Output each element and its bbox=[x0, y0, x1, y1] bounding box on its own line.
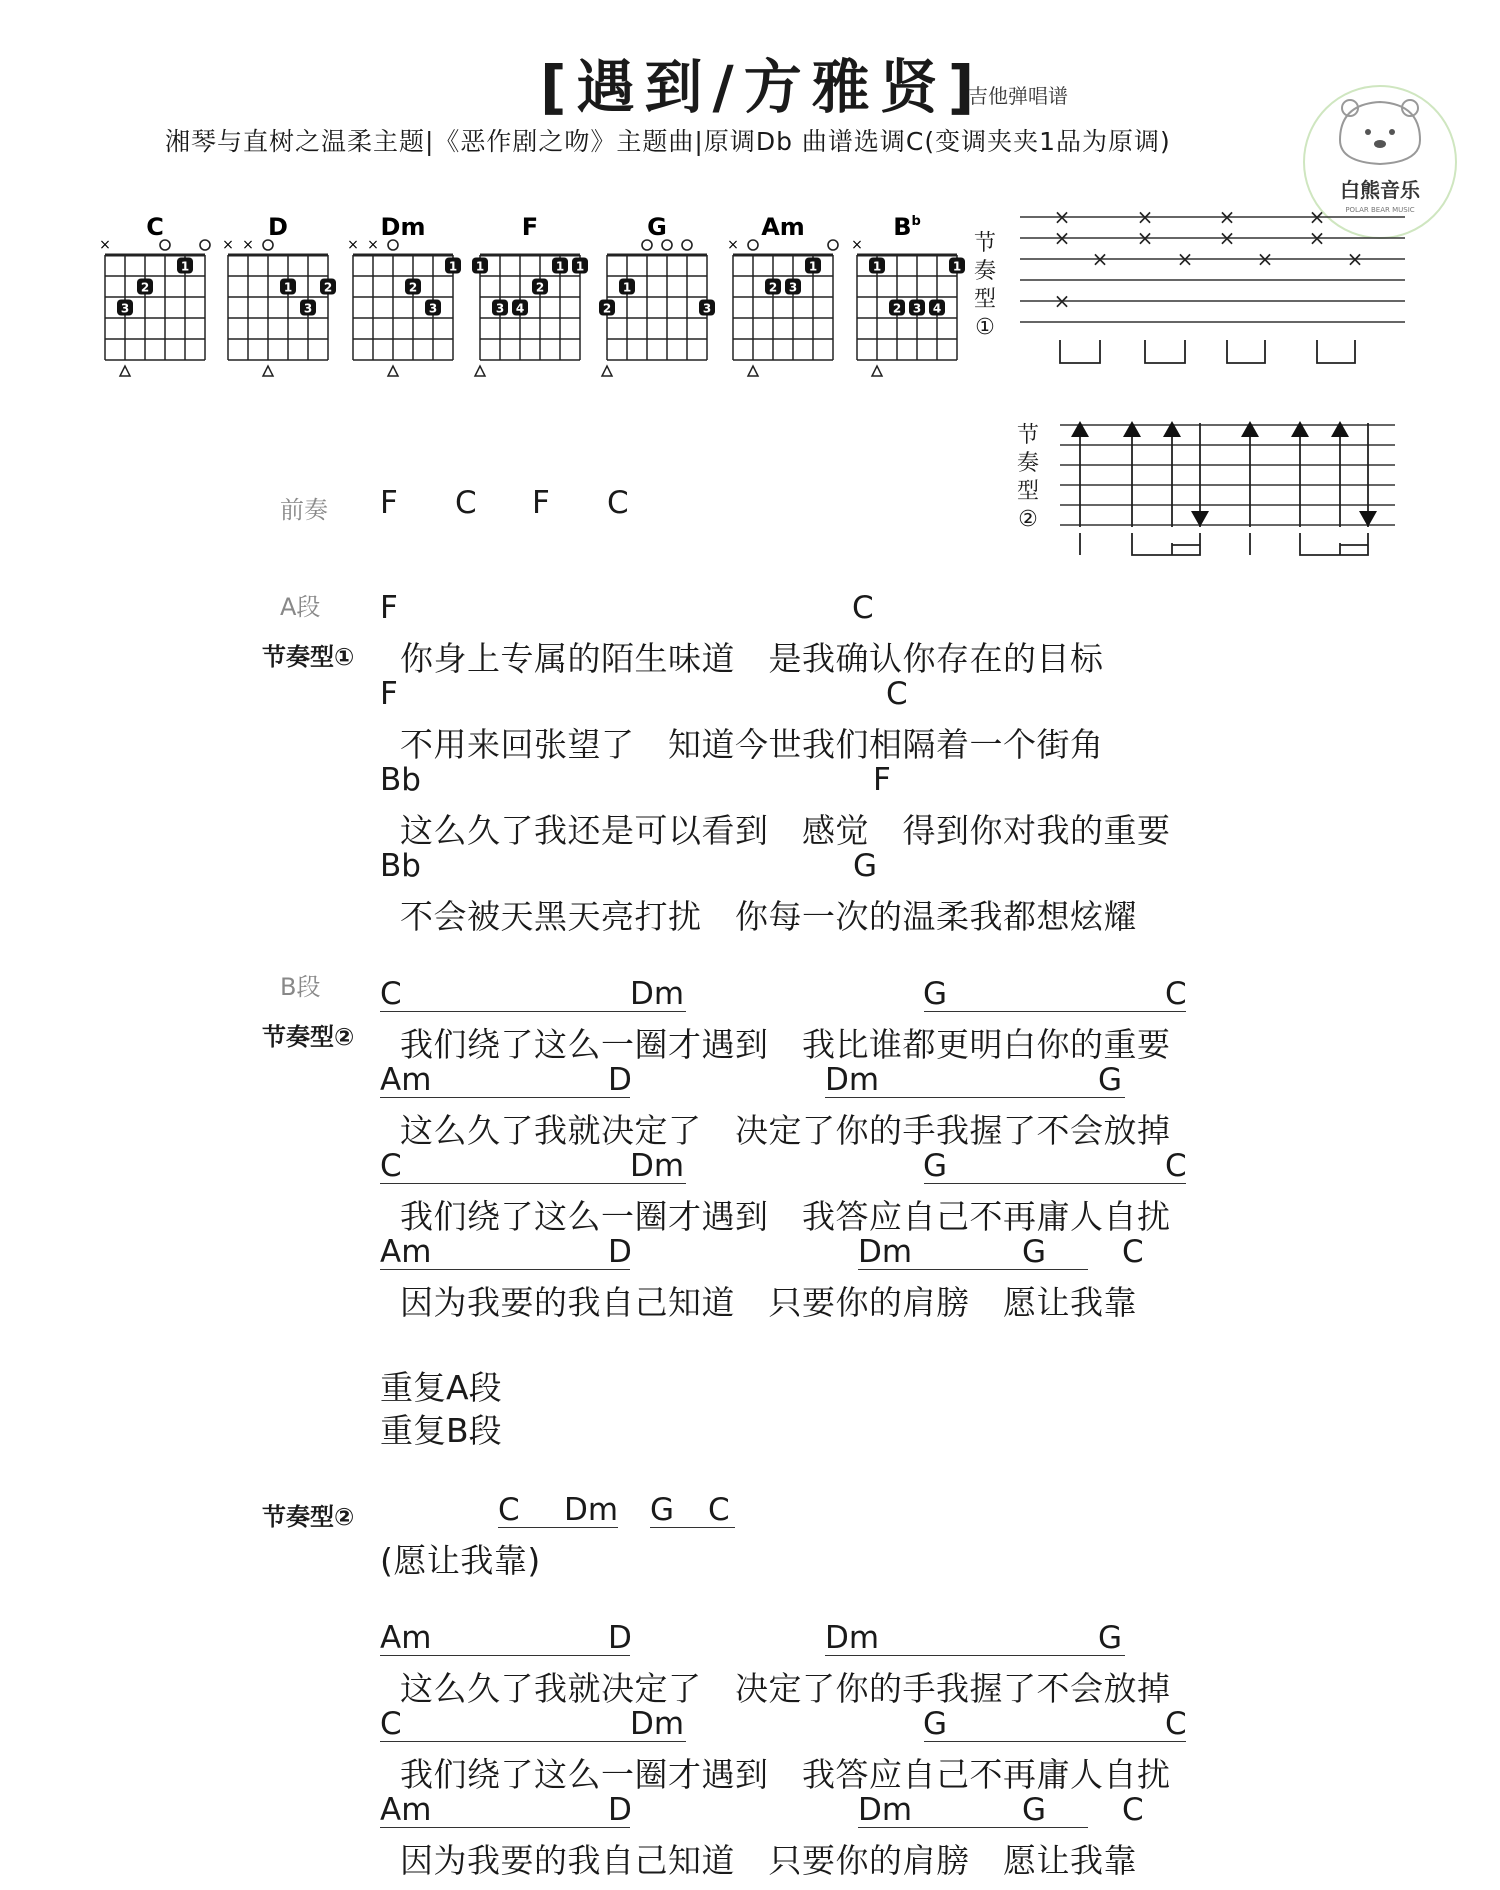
svg-text:3: 3 bbox=[303, 301, 313, 316]
section-b-line-2 bbox=[380, 1062, 1280, 1148]
chord: Dm bbox=[825, 1062, 880, 1098]
chord: G bbox=[650, 1492, 675, 1528]
svg-text:2: 2 bbox=[602, 301, 612, 316]
chord: G bbox=[1022, 1234, 1047, 1270]
svg-text:4: 4 bbox=[515, 301, 525, 316]
chord: Dm bbox=[630, 1706, 685, 1742]
chord: C bbox=[1165, 1148, 1187, 1184]
chord-chart-name: C bbox=[146, 213, 164, 241]
lyric: 这么久了我就决定了 决定了你的手我握了不会放掉 bbox=[400, 1669, 1171, 1708]
lyric: 因为我要的我自己知道 只要你的肩膀 愿让我靠 bbox=[400, 1283, 1137, 1322]
section-a-line-4 bbox=[380, 848, 1280, 934]
svg-text:×: × bbox=[851, 237, 863, 253]
chord: Dm bbox=[630, 1148, 685, 1184]
chord-chart-name: $B^b$ bbox=[893, 213, 921, 241]
chord: D bbox=[608, 1062, 632, 1098]
chord: Bb bbox=[380, 762, 421, 798]
lyric: 不用来回张望了 知道今世我们相隔着一个街角 bbox=[400, 725, 1104, 764]
outro-line-3 bbox=[380, 1792, 1280, 1878]
chord: G bbox=[1022, 1792, 1047, 1828]
outro-line-1 bbox=[380, 1620, 1280, 1706]
svg-text:×: × bbox=[1218, 226, 1236, 250]
svg-text:3: 3 bbox=[788, 280, 798, 295]
section-a-label: A段 bbox=[280, 593, 321, 621]
rhythm1-staff bbox=[1020, 205, 1410, 370]
svg-text:×: × bbox=[1053, 226, 1071, 250]
svg-text:2: 2 bbox=[140, 280, 150, 295]
chord-chart-name: Am bbox=[761, 213, 805, 241]
chord-chart-name: G bbox=[647, 213, 667, 241]
svg-text:1: 1 bbox=[180, 259, 190, 274]
svg-text:2: 2 bbox=[323, 280, 333, 295]
repeat-b: 重复B段 bbox=[380, 1411, 502, 1450]
polar-bear-icon bbox=[1340, 100, 1420, 164]
svg-text:1: 1 bbox=[475, 259, 485, 274]
chord: D bbox=[608, 1620, 632, 1656]
chord: C bbox=[886, 676, 908, 712]
page-subtitle: 吉他弹唱谱 bbox=[968, 84, 1068, 108]
chord: G bbox=[1098, 1620, 1123, 1656]
chord: Am bbox=[380, 1062, 432, 1098]
chord-chart-f bbox=[470, 213, 590, 377]
chord: G bbox=[853, 848, 878, 884]
chord: Dm bbox=[825, 1620, 880, 1656]
svg-text:1: 1 bbox=[283, 280, 293, 295]
svg-text:3: 3 bbox=[912, 301, 922, 316]
svg-text:×: × bbox=[347, 237, 359, 253]
section-b-rhythm: 节奏型② bbox=[262, 1023, 355, 1051]
rhythm2-staff bbox=[1060, 415, 1400, 565]
lyric: 这么久了我就决定了 决定了你的手我握了不会放掉 bbox=[400, 1111, 1171, 1150]
chord-chart-name: Dm bbox=[380, 213, 426, 241]
lyric: 这么久了我还是可以看到 感觉 得到你对我的重要 bbox=[400, 811, 1171, 850]
chord: C bbox=[380, 1706, 402, 1742]
chord: Am bbox=[380, 1620, 432, 1656]
outro-tag-line bbox=[380, 1492, 1280, 1578]
chord: C bbox=[498, 1492, 520, 1528]
chord: F bbox=[873, 762, 891, 798]
svg-text:×: × bbox=[1218, 205, 1236, 229]
lyric: 不会被天黑天亮打扰 你每一次的温柔我都想炫耀 bbox=[400, 897, 1137, 936]
svg-text:×: × bbox=[1308, 205, 1326, 229]
chord: F bbox=[380, 590, 398, 626]
section-b-line-3 bbox=[380, 1148, 1280, 1234]
chord: G bbox=[923, 1706, 948, 1742]
section-a-rhythm: 节奏型① bbox=[262, 643, 355, 671]
lyric: 你身上专属的陌生味道 是我确认你存在的目标 bbox=[400, 639, 1104, 678]
repeat-a: 重复A段 bbox=[380, 1368, 502, 1407]
svg-text:×: × bbox=[1176, 247, 1194, 271]
svg-text:2: 2 bbox=[408, 280, 418, 295]
chord: Dm bbox=[858, 1792, 913, 1828]
chord-chart-d bbox=[218, 213, 338, 377]
chord: G bbox=[923, 976, 948, 1012]
chord: C bbox=[852, 590, 874, 626]
svg-text:×: × bbox=[1136, 226, 1154, 250]
svg-text:3: 3 bbox=[495, 301, 505, 316]
svg-text:1: 1 bbox=[952, 259, 962, 274]
svg-text:×: × bbox=[242, 237, 254, 253]
lyric: (愿让我靠) bbox=[380, 1541, 541, 1580]
section-a-line-2 bbox=[380, 676, 1280, 762]
chord: C bbox=[1122, 1234, 1144, 1270]
lyric: 因为我要的我自己知道 只要你的肩膀 愿让我靠 bbox=[400, 1841, 1137, 1880]
svg-text:×: × bbox=[367, 237, 379, 253]
svg-text:3: 3 bbox=[702, 301, 712, 316]
logo-sub: POLAR BEAR MUSIC bbox=[1345, 206, 1415, 214]
chord: F bbox=[380, 676, 398, 712]
chord: G bbox=[1098, 1062, 1123, 1098]
chord: Am bbox=[380, 1234, 432, 1270]
lyric: 我们绕了这么一圈才遇到 我比谁都更明白你的重要 bbox=[400, 1025, 1171, 1064]
page-title: [遇到/方雅贤] bbox=[540, 53, 985, 121]
chord: C bbox=[380, 976, 402, 1012]
chord-chart-c bbox=[95, 213, 215, 377]
section-a-line-3 bbox=[380, 762, 1280, 848]
intro-chord: C bbox=[607, 485, 629, 521]
svg-text:2: 2 bbox=[535, 280, 545, 295]
intro-label: 前奏 bbox=[280, 496, 328, 524]
svg-text:×: × bbox=[1256, 247, 1274, 271]
song-info: 湘琴与直树之温柔主题|《恶作剧之吻》主题曲|原调Db 曲谱选调C(变调夹夹1品为原调) bbox=[165, 127, 1171, 156]
svg-text:2: 2 bbox=[892, 301, 902, 316]
outro-line-2 bbox=[380, 1706, 1280, 1792]
svg-text:×: × bbox=[222, 237, 234, 253]
svg-text:×: × bbox=[1053, 289, 1071, 313]
svg-text:×: × bbox=[727, 237, 739, 253]
chord: Dm bbox=[564, 1492, 619, 1528]
chord-chart-name: D bbox=[268, 213, 288, 241]
svg-text:1: 1 bbox=[575, 259, 585, 274]
section-b-label: B段 bbox=[280, 973, 321, 1001]
chord: Dm bbox=[630, 976, 685, 1012]
chord: Am bbox=[380, 1792, 432, 1828]
chord: G bbox=[923, 1148, 948, 1184]
svg-text:×: × bbox=[1091, 247, 1109, 271]
intro-chord: F bbox=[532, 485, 550, 521]
chord: C bbox=[708, 1492, 730, 1528]
chord: C bbox=[1165, 1706, 1187, 1742]
svg-text:1: 1 bbox=[872, 259, 882, 274]
logo-name: 白熊音乐 bbox=[1340, 178, 1420, 202]
chord: C bbox=[380, 1148, 402, 1184]
svg-text:×: × bbox=[99, 237, 111, 253]
chord: C bbox=[1165, 976, 1187, 1012]
svg-text:2: 2 bbox=[768, 280, 778, 295]
outro-rhythm: 节奏型② bbox=[262, 1503, 355, 1531]
chord-chart-name: F bbox=[521, 213, 539, 241]
chord: Dm bbox=[858, 1234, 913, 1270]
svg-text:1: 1 bbox=[448, 259, 458, 274]
svg-text:1: 1 bbox=[622, 280, 632, 295]
section-b-line-1 bbox=[380, 976, 1280, 1062]
chord-chart-dm bbox=[343, 213, 463, 377]
intro-chord: C bbox=[455, 485, 477, 521]
chord: D bbox=[608, 1234, 632, 1270]
rhythm1-label: 节奏型① bbox=[973, 231, 996, 340]
chord: Bb bbox=[380, 848, 421, 884]
chord: C bbox=[1122, 1792, 1144, 1828]
svg-text:×: × bbox=[1308, 226, 1326, 250]
lyric: 我们绕了这么一圈才遇到 我答应自己不再庸人自扰 bbox=[400, 1755, 1171, 1794]
svg-text:3: 3 bbox=[120, 301, 130, 316]
section-a-line-1 bbox=[380, 590, 1280, 676]
chord: D bbox=[608, 1792, 632, 1828]
section-b-line-4 bbox=[380, 1234, 1280, 1320]
chord-chart-am bbox=[723, 213, 843, 377]
svg-text:3: 3 bbox=[428, 301, 438, 316]
svg-text:1: 1 bbox=[808, 259, 818, 274]
lyric: 我们绕了这么一圈才遇到 我答应自己不再庸人自扰 bbox=[400, 1197, 1171, 1236]
intro-chord: F bbox=[380, 485, 398, 521]
chord-chart-bb bbox=[847, 213, 967, 377]
svg-text:×: × bbox=[1136, 205, 1154, 229]
chord-chart-g bbox=[597, 213, 717, 377]
svg-text:4: 4 bbox=[932, 301, 942, 316]
svg-text:×: × bbox=[1053, 205, 1071, 229]
rhythm2-label: 节奏型② bbox=[1016, 423, 1039, 532]
svg-text:×: × bbox=[1346, 247, 1364, 271]
svg-text:1: 1 bbox=[555, 259, 565, 274]
